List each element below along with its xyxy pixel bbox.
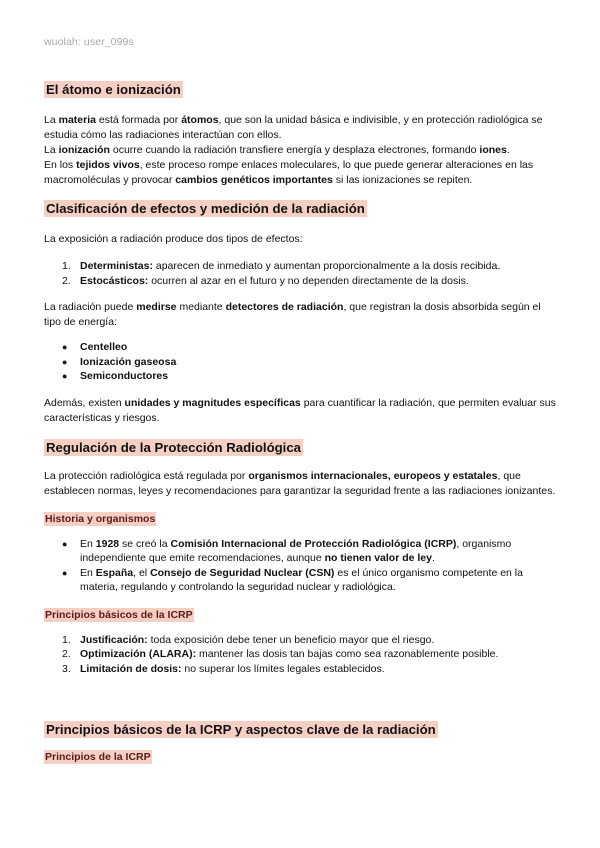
- list-item: [44, 633, 556, 648]
- text-run: mantener las dosis tan bajas como sea razonablemente posible.: [196, 648, 499, 660]
- heading-atomo-text: El átomo e ionización: [46, 82, 181, 97]
- document-body: [44, 80, 556, 764]
- watermark: wuolah: user_099s: [44, 36, 134, 48]
- heading-principios-clave: [44, 722, 556, 738]
- list-marker: ●: [62, 342, 68, 352]
- bold-text: tejidos vivos: [76, 159, 140, 171]
- list-marker: ●: [62, 538, 68, 549]
- paragraph-regulacion: [44, 469, 556, 499]
- bold-text: Optimización (ALARA):: [80, 648, 197, 660]
- paragraph-materia: [44, 113, 556, 143]
- bold-text: ionización: [58, 144, 110, 156]
- text-run: se creó la: [119, 537, 171, 550]
- text-run: no superar los límites legales establecidos.: [181, 662, 385, 675]
- bold-text: Limitación de dosis:: [80, 662, 182, 675]
- text-run: , que establecen normas, leyes y recomendaciones para garantizar la seguridad frente a las radiaciones ionizantes.: [44, 469, 556, 497]
- text-run: , que registran la dosis absorbida según el tipo de energía:: [44, 301, 541, 328]
- text-run: para cuantificar la radiación, que permiten evaluar sus características y riesgos.: [44, 396, 556, 424]
- bold-text: materia: [58, 114, 96, 126]
- list-marker: ●: [62, 371, 68, 381]
- text-run: La exposición a radiación produce dos tipos de efectos:: [44, 233, 303, 245]
- bold-text: Justificación:: [80, 633, 148, 646]
- text-run: es el único organismo competente en la materia, regulando y controlando la seguridad nuclear y radiológica.: [80, 566, 523, 593]
- list-item: [44, 259, 556, 274]
- text-run: La: [44, 144, 59, 156]
- list-marker: 1.: [62, 633, 71, 646]
- text-run: aparecen de inmediato y aumentan proporcionalmente a la dosis recibida.: [152, 260, 501, 272]
- bold-text: Deterministas:: [80, 260, 153, 272]
- bold-text: 1928: [95, 537, 120, 550]
- text-run: , organismo independiente que emite recomendaciones, aunque: [80, 537, 512, 564]
- text-run: En: [80, 537, 96, 550]
- bold-text: átomos: [181, 114, 219, 126]
- bold-text: detectores de radiación: [225, 301, 344, 313]
- list-marker: 2.: [62, 274, 71, 287]
- heading-principios-clave-text: Principios básicos de la ICRP y aspectos clave de la radiación: [46, 722, 436, 737]
- subheading-historia-text: Historia y organismos: [45, 512, 156, 525]
- list-marker: 3.: [62, 662, 71, 675]
- list-item: [44, 355, 556, 370]
- text-run: ocurren al azar en el futuro y no dependen directamente de la dosis.: [148, 274, 469, 287]
- list-marker: 1.: [62, 260, 71, 272]
- heading-clasificacion: [44, 201, 556, 217]
- paragraph-exposicion: [44, 232, 556, 247]
- text-run: , este proceso rompe enlaces moleculares, lo que puede generar alteraciones en las macromoléculas y provocar: [44, 159, 534, 186]
- text-run: En: [80, 566, 96, 579]
- text-run: La: [44, 114, 59, 126]
- list-item: [44, 647, 556, 662]
- bold-text: Consejo de Seguridad Nuclear (CSN): [150, 566, 335, 579]
- text-run: mediante: [176, 301, 226, 313]
- bold-text: iones: [479, 144, 507, 156]
- text-run: La protección radiológica está regulada por: [44, 469, 249, 482]
- text-run: toda exposición debe tener un beneficio mayor que el riesgo.: [147, 633, 435, 646]
- bold-text: Semiconductores: [80, 370, 169, 382]
- list-historia: [44, 537, 556, 595]
- text-run: La radiación puede: [44, 301, 137, 313]
- paragraph-medicion: [44, 300, 556, 330]
- bold-text: Centelleo: [80, 341, 128, 353]
- text-run: .: [431, 552, 435, 564]
- list-marker: ●: [62, 567, 68, 578]
- text-run: , que son la unidad básica e indivisible, y en protección radiológica se estudia cómo las radiaciones interactúan con ellos.: [44, 114, 543, 141]
- bold-text: no tienen valor de ley: [324, 552, 432, 564]
- text-run: ocurre cuando la radiación transfiere energía y desplaza electrones, formando: [109, 144, 480, 156]
- bold-text: unidades y magnitudes específicas: [124, 396, 301, 409]
- list-marker: ●: [62, 356, 68, 367]
- list-detectores: [44, 340, 556, 384]
- bold-text: Ionización gaseosa: [80, 355, 177, 368]
- list-item: [44, 537, 556, 566]
- subheading-principios-icrp: [44, 751, 556, 764]
- paragraph-tejidos: [44, 158, 556, 188]
- bold-text: cambios genéticos importantes: [175, 174, 333, 186]
- subheading-historia: [44, 513, 556, 526]
- heading-regulacion-text: Regulación de la Protección Radiológica: [46, 439, 302, 455]
- bold-text: organismos internacionales, europeos y estatales: [248, 469, 498, 482]
- text-run: si las ionizaciones se repiten.: [332, 174, 473, 186]
- list-efectos: [44, 259, 556, 288]
- bold-text: medirse: [136, 301, 177, 313]
- heading-clasificacion-text: Clasificación de efectos y medición de la radiación: [46, 201, 365, 216]
- bold-text: España: [95, 566, 134, 579]
- subheading-principios: [44, 609, 556, 622]
- list-principios: [44, 633, 556, 677]
- bold-text: Comisión Internacional de Protección Radiológica (ICRP): [170, 537, 457, 550]
- paragraph-ionizacion: [44, 143, 556, 158]
- heading-regulacion: [44, 440, 556, 456]
- heading-atomo: [44, 82, 556, 98]
- text-run: En los: [44, 159, 77, 171]
- text-run: Además, existen: [44, 396, 125, 409]
- list-item: [44, 274, 556, 289]
- subheading-principios-text: Principios básicos de la ICRP: [45, 608, 193, 621]
- subheading-principios-icrp-text: Principios de la ICRP: [45, 751, 151, 763]
- list-item: [44, 369, 556, 384]
- list-item: [44, 340, 556, 355]
- bold-text: Estocásticos:: [80, 274, 149, 287]
- list-item: [44, 662, 556, 677]
- text-run: está formada por: [95, 114, 182, 126]
- text-run: , el: [133, 566, 151, 579]
- text-run: .: [506, 144, 510, 156]
- list-item: [44, 566, 556, 595]
- paragraph-unidades: [44, 396, 556, 426]
- list-marker: 2.: [62, 648, 71, 660]
